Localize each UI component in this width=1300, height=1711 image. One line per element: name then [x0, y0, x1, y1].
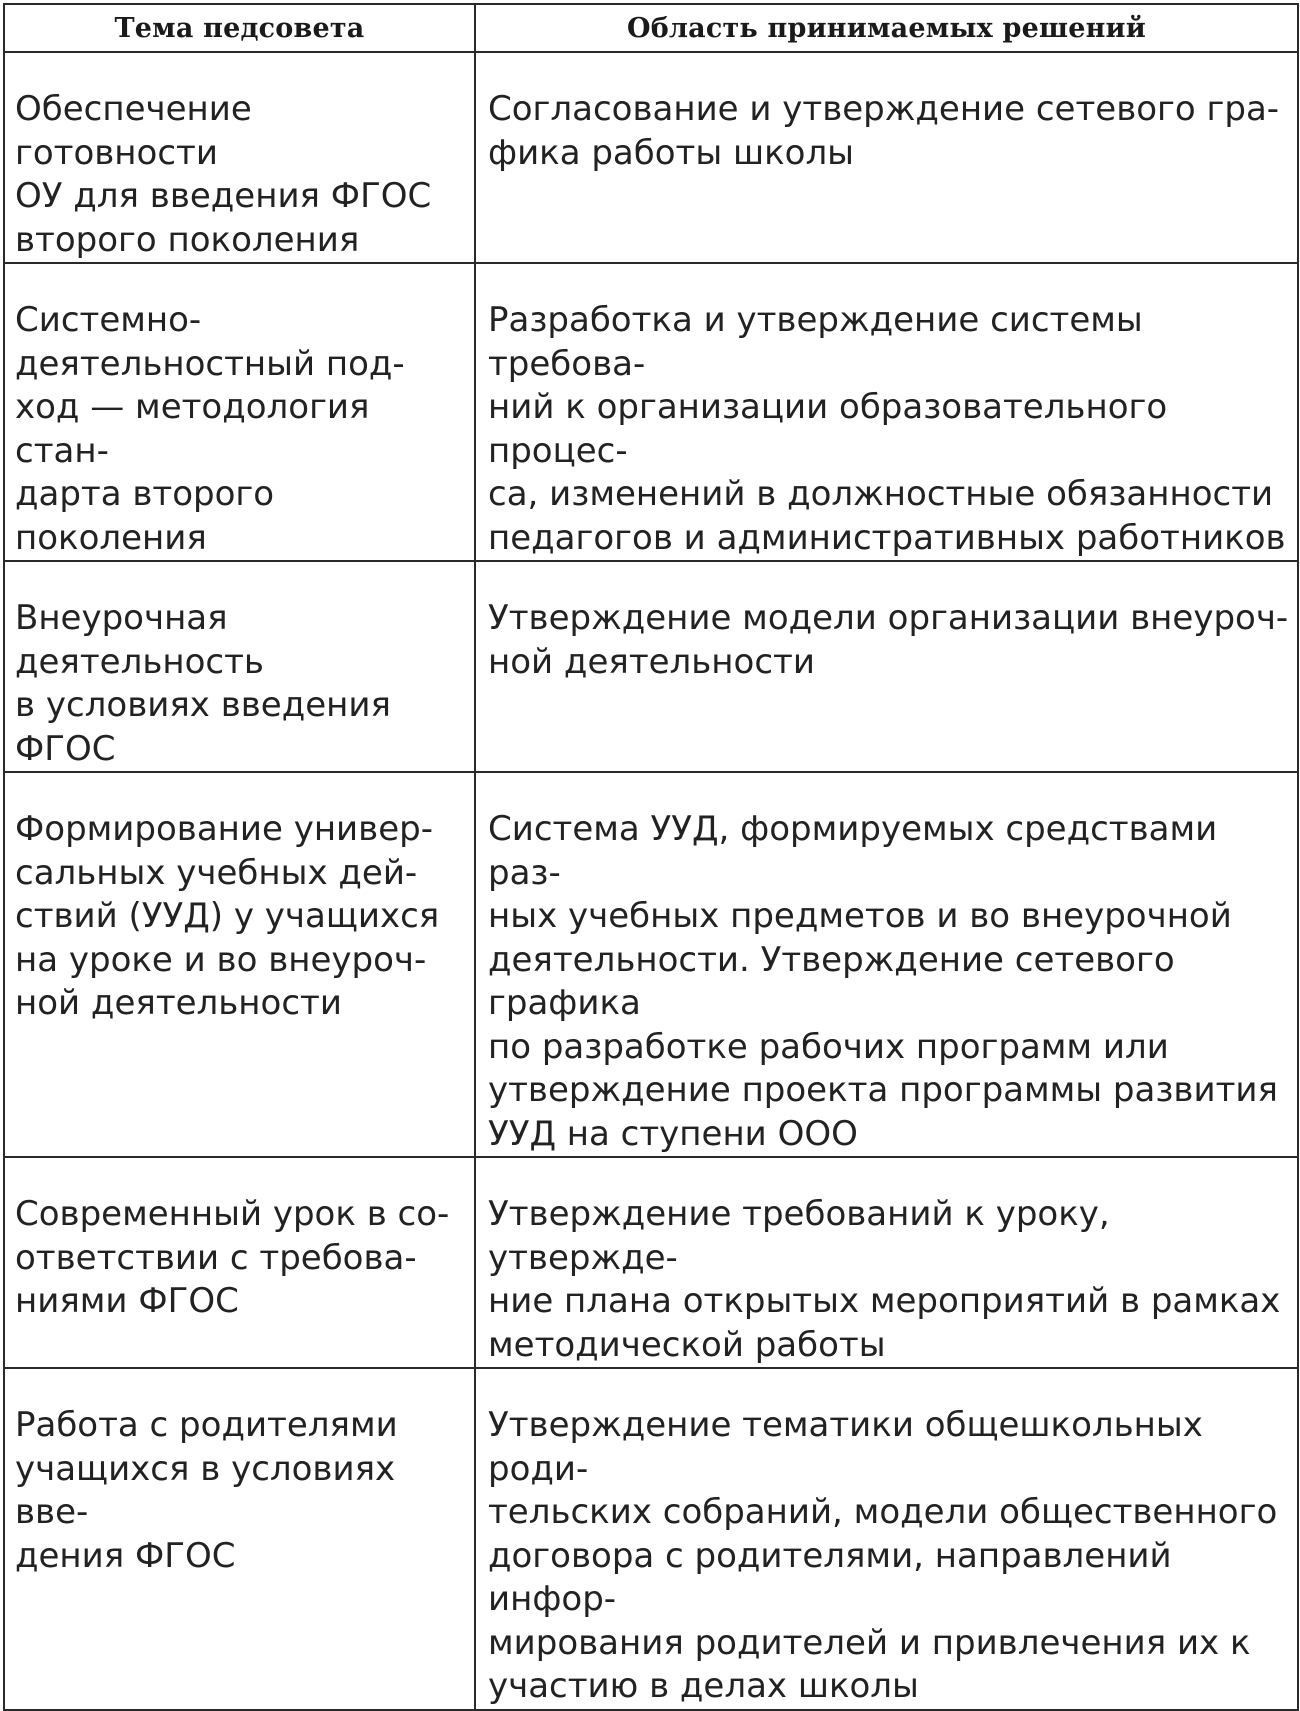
table-row	[4, 1368, 1298, 1710]
decisions-cell	[475, 263, 1298, 561]
topic-text: Формирование универ- сальных учебных дей- ствий (УУД) у учащихся на уроке и во внеуроч- ной деятельности	[15, 809, 440, 1023]
topic-text: Работа с родителями учащихся в условиях вве- дения ФГОС	[15, 1405, 398, 1576]
topic-text: Системно- деятельностный под- ход — методология стан- дарта второго поколения	[15, 300, 405, 558]
topic-text: Современный урок в со- ответствии с требова- ниями ФГОС	[15, 1194, 450, 1321]
decisions-text: Система УУД, формируемых средствами раз- ных учебных предметов и во внеурочной деятельности. Утверждение сетевого графика по разработке рабочих программ или утверждение проекта программы развития УУД на ступени ООО	[488, 809, 1278, 1154]
topic-cell	[4, 263, 475, 561]
header-decisions: Область принимаемых решений	[475, 4, 1298, 52]
topic-text: Внеурочная деятельность в условиях введения ФГОС	[15, 598, 391, 769]
header-row	[4, 4, 1298, 52]
decisions-cell	[475, 1368, 1298, 1710]
decisions-text: Утверждение модели организации внеуроч- ной деятельности	[488, 598, 1289, 682]
table-row	[4, 52, 1298, 263]
decisions-text: Разработка и утверждение системы требова- ний к организации образовательного процес- са, изменений в должностные обязанности педагогов и административных работников	[488, 300, 1286, 558]
topic-cell	[4, 1157, 475, 1368]
decisions-text: Утверждение тематики общешкольных роди- тельских собраний, модели общественного договора с родителями, направлений инфор- мирования родителей и привлечения их к участию в делах школы	[488, 1405, 1278, 1706]
decisions-cell	[475, 561, 1298, 772]
decisions-text: Утверждение требований к уроку, утвержде- ние плана открытых мероприятий в рамках методической работы	[488, 1194, 1281, 1365]
table-row	[4, 1157, 1298, 1368]
topic-text: Обеспечение готовности ОУ для введения ФГОС второго поколения	[15, 89, 432, 260]
decisions-cell	[475, 772, 1298, 1157]
table-row	[4, 263, 1298, 561]
table-body	[4, 52, 1298, 1710]
topic-cell	[4, 1368, 475, 1710]
table-row	[4, 561, 1298, 772]
decisions-text: Согласование и утверждение сетевого гра- фика работы школы	[488, 89, 1280, 173]
header-topic: Тема педсовета	[4, 4, 475, 52]
pedsovet-table	[3, 3, 1299, 1711]
decisions-cell	[475, 52, 1298, 263]
table-row	[4, 772, 1298, 1157]
topic-cell	[4, 52, 475, 263]
decisions-cell	[475, 1157, 1298, 1368]
topic-cell	[4, 561, 475, 772]
table-header	[4, 4, 1298, 52]
topic-cell	[4, 772, 475, 1157]
